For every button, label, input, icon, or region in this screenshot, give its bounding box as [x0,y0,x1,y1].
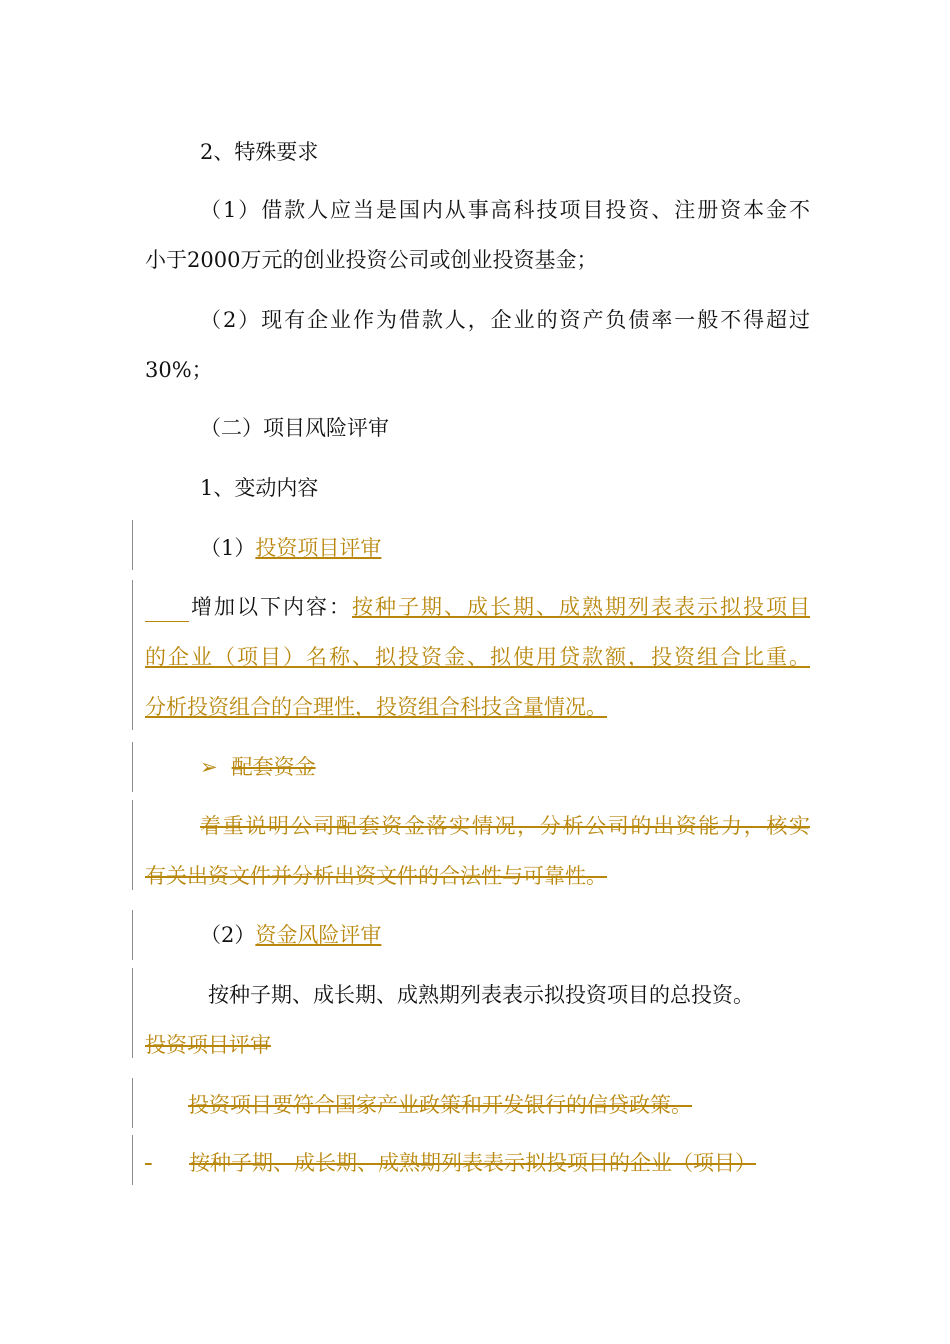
inserted-text: 按种子期、成长期、成熟期列表表示拟投项目 [352,595,810,619]
item-number: （1） [200,536,256,560]
deleted-text: 着重说明公司配套资金落实情况，分析公司的出资能力，核实 [200,814,810,838]
heading-changes: 1、变动内容 [200,476,319,500]
arrow-bullet-icon: ➢ [200,755,218,779]
revision-bar [132,910,133,960]
paragraph-line: （1）借款人应当是国内从事高科技项目投资、注册资本金不 [200,198,810,222]
paragraph-line: 30%； [145,358,213,382]
inserted-text: 的企业（项目）名称、拟投资金、拟使用贷款额，投资组合比重。 [145,645,810,669]
inserted-text: 资金风险评审 [255,923,382,947]
paragraph-line: 小于2000万元的创业投资公司或创业投资基金； [145,248,598,272]
subheading-investment-review [200,533,810,563]
item-number: （2） [200,923,256,947]
revision-bar [132,1135,133,1185]
deleted-text: 有关出资文件并分析出资文件的合法性与可靠性。 [145,864,607,888]
paragraph-line [145,861,810,891]
revision-bar [132,968,133,1058]
inserted-text: 投资项目评审 [255,536,382,560]
paragraph-line [145,692,810,722]
revision-bar [132,800,133,890]
paragraph-line [145,592,810,622]
revision-bar [132,520,133,570]
revision-bar [132,1078,133,1128]
deleted-text: 配套资金 [231,755,316,779]
paragraph-line [145,1148,810,1178]
plain-text: 增加以下内容： [189,595,352,619]
deleted-blank [145,1148,189,1178]
paragraph-line [145,642,810,672]
inserted-blank [145,599,189,622]
deleted-text: 投资项目评审 [145,1033,271,1057]
heading-special-requirements: 2、特殊要求 [200,140,319,164]
paragraph-line [145,811,810,841]
deleted-text: 按种子期、成长期、成熟期列表表示拟投项目的企业（项目） [189,1151,756,1175]
heading-project-risk-review: （二）项目风险评审 [200,416,389,440]
bullet-item [200,752,810,782]
paragraph-line [188,1090,810,1120]
revision-bar [132,580,133,730]
paragraph-line: 按种子期、成长期、成熟期列表表示拟投资项目的总投资。 [208,983,754,1007]
paragraph-line: （2）现有企业作为借款人，企业的资产负债率一般不得超过 [200,308,810,332]
deleted-text: 投资项目要符合国家产业政策和开发银行的信贷政策。 [188,1093,692,1117]
paragraph-line [145,1030,810,1060]
inserted-text: 分析投资组合的合理性，投资组合科技含量情况。 [145,695,607,719]
subheading-fund-risk-review [200,920,810,950]
revision-bar [132,742,133,792]
